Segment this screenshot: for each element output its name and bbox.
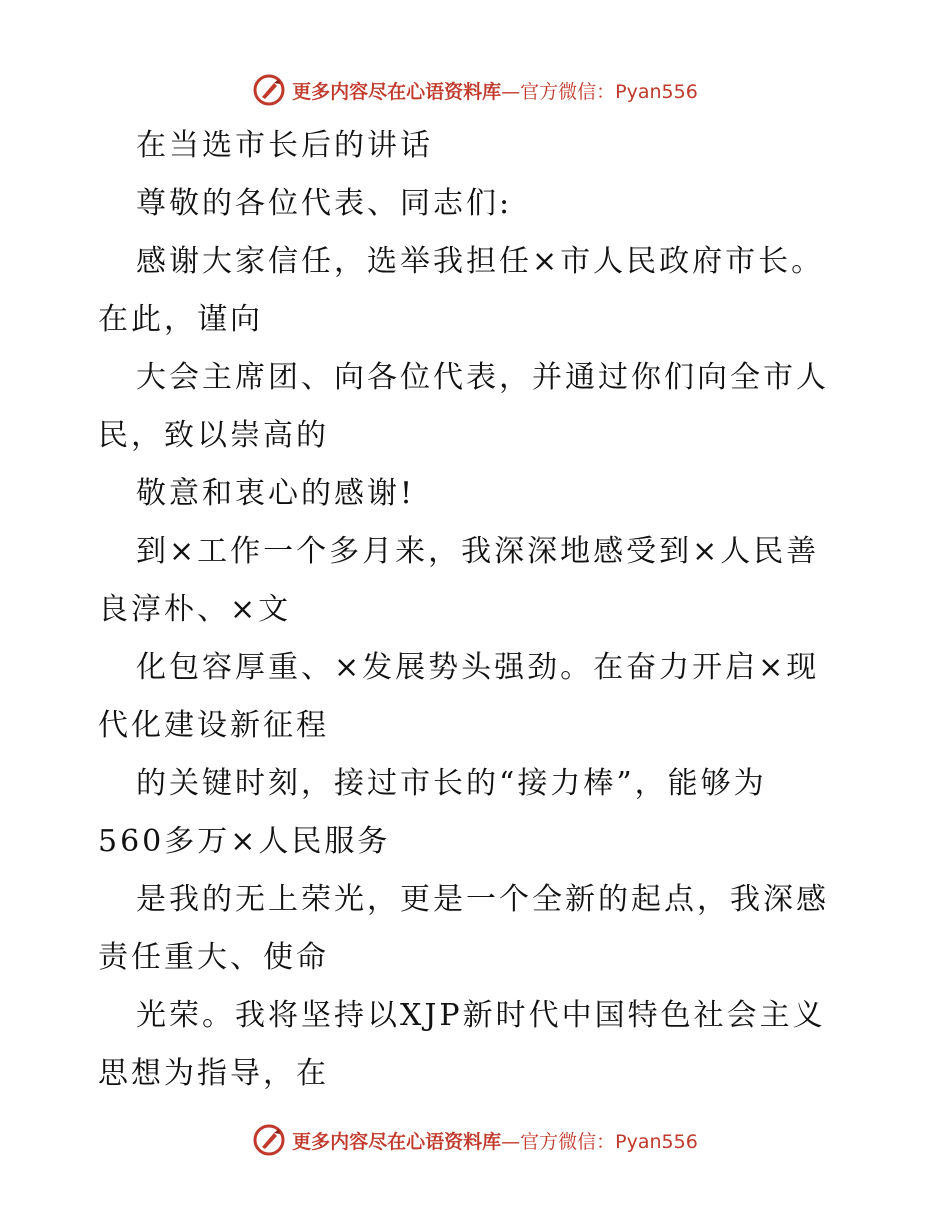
document-title: 在当选市长后的讲话 [136,128,433,163]
watermark-text: 更多内容尽在心语资料库 [292,1130,502,1153]
paragraph-line: 责任重大、使命 [98,940,329,975]
watermark-contact: —官方微信：Pyan556 [501,80,698,103]
paragraph-line: 民，致以崇高的 [98,418,329,453]
header-watermark [0,70,950,110]
paragraph-line: 在此，谨向 [98,302,263,337]
footer-watermark [0,1120,950,1160]
paragraph-line: 大会主席团、向各位代表，并通过你们向全市人 [136,360,829,395]
paragraph-line: 思想为指导，在 [98,1056,329,1091]
paragraph-line: 代化建设新征程 [98,708,329,743]
paragraph-line: 良淳朴、×文 [98,592,292,627]
paragraph-line: 感谢大家信任，选举我担任×市人民政府市长。 [136,244,825,279]
paragraph-line: 化包容厚重、×发展势头强劲。在奋力开启×现 [136,650,820,685]
paragraph-line: 光荣。我将坚持以XJP新时代中国特色社会主义 [136,998,826,1033]
quill-logo-icon [252,73,286,107]
document-body [98,117,858,1103]
watermark-contact: —官方微信：Pyan556 [501,1130,698,1153]
quill-logo-icon [252,1123,286,1157]
watermark-text: 更多内容尽在心语资料库 [292,80,502,103]
paragraph-line: 到×工作一个多月来，我深深地感受到×人民善 [136,534,820,569]
paragraph-line: 敬意和衷心的感谢! [136,476,416,511]
paragraph-line: 560多万×人民服务 [98,824,391,859]
salutation: 尊敬的各位代表、同志们: [136,186,513,221]
paragraph-line: 的关键时刻，接过市长的“接力棒”，能够为 [136,766,767,801]
paragraph-line: 是我的无上荣光，更是一个全新的起点，我深感 [136,882,829,917]
